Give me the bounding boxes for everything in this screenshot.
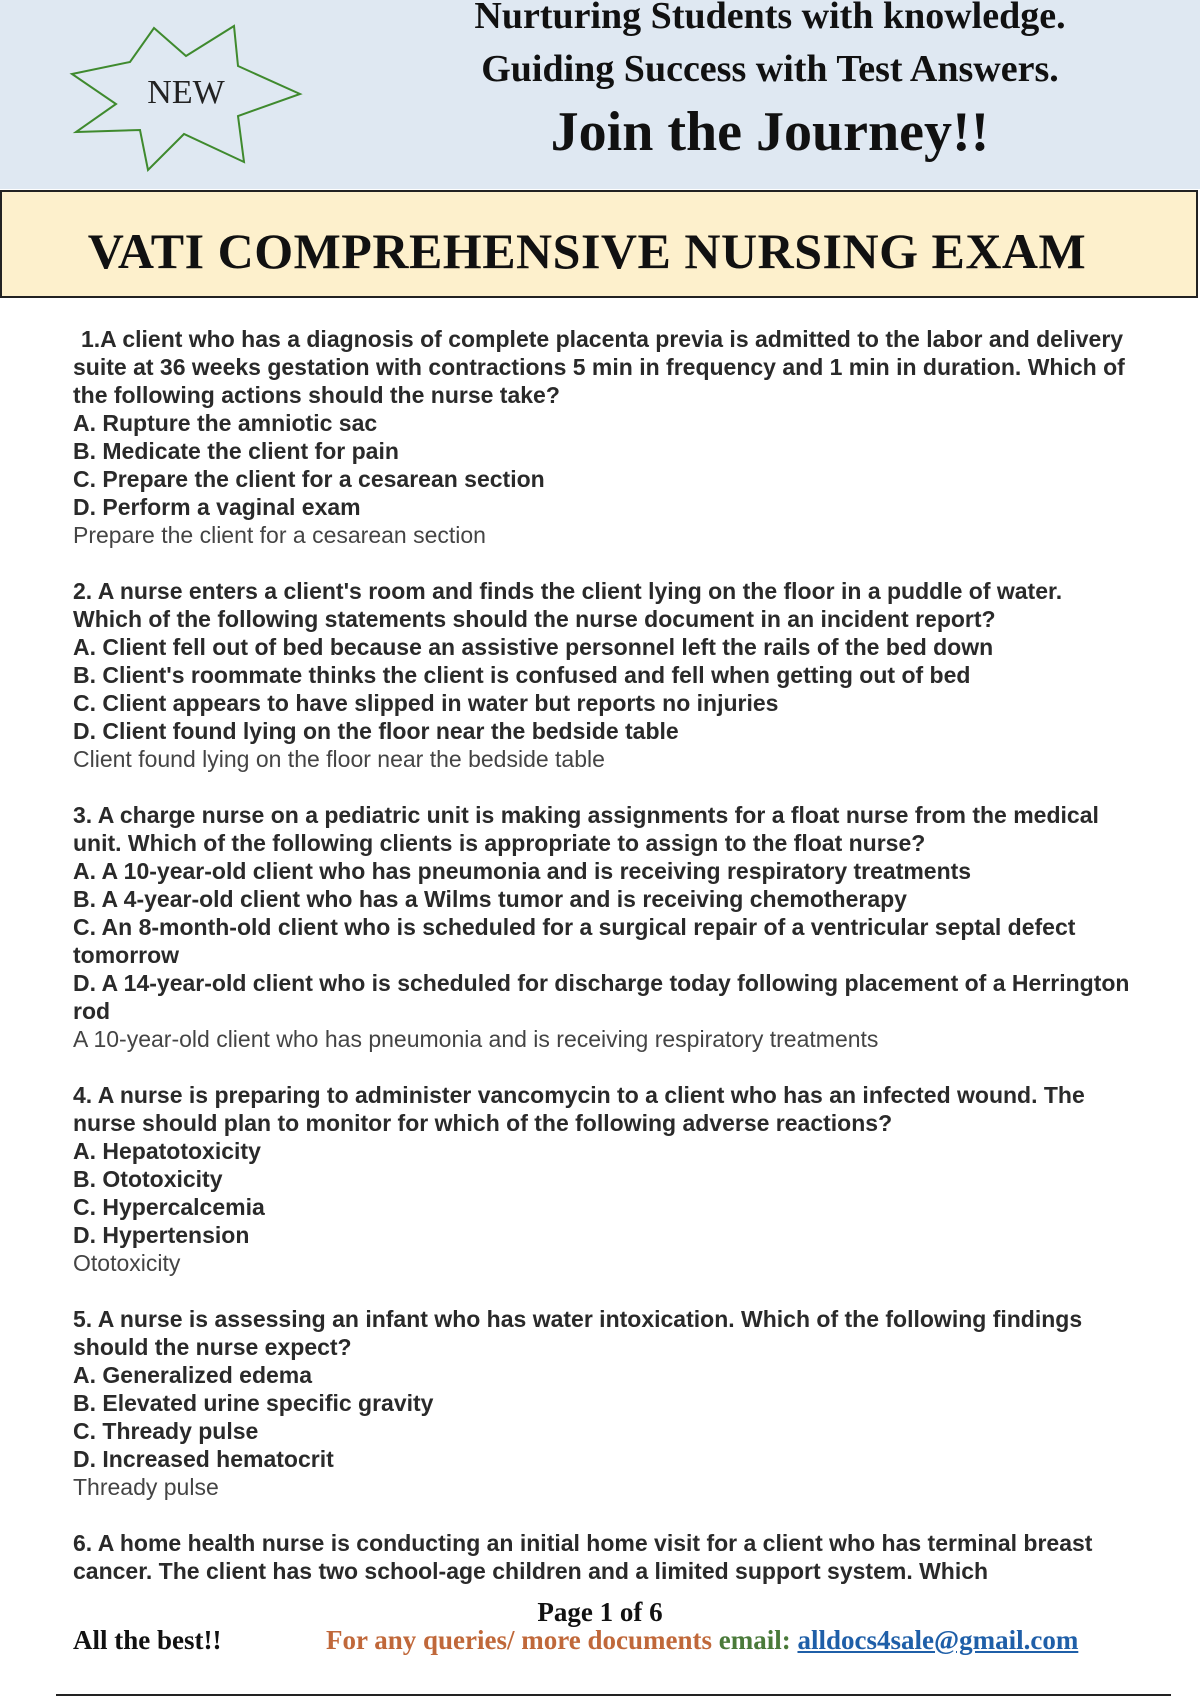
bottom-divider [56, 1694, 1171, 1696]
tagline-success: Guiding Success with Test Answers. [481, 48, 1059, 90]
question-6 [73, 1529, 1133, 1585]
option-d: D. Perform a vaginal exam [73, 494, 361, 520]
question-list [73, 325, 1133, 1613]
answer-text: Thready pulse [73, 1474, 219, 1500]
question-stem: 2. A nurse enters a client's room and finds the client lying on the floor in a puddle of water. Which of the following statements should the nurse document in an incident report? [73, 578, 1063, 632]
badge-label: NEW [147, 74, 225, 111]
option-b: B. Medicate the client for pain [73, 438, 399, 464]
question-1 [73, 325, 1133, 549]
option-c: C. Hypercalcemia [73, 1194, 265, 1220]
queries-text: For any queries/ more documents [326, 1625, 712, 1655]
question-stem: 4. A nurse is preparing to administer vancomycin to a client who has an infected wound. The nurse should plan to monitor for which of the following adverse reactions? [73, 1082, 1085, 1136]
option-a: A. Hepatotoxicity [73, 1138, 261, 1164]
option-c: C. Prepare the client for a cesarean section [73, 466, 545, 492]
answer-text: A 10-year-old client who has pneumonia and is receiving respiratory treatments [73, 1026, 879, 1052]
question-4 [73, 1081, 1133, 1277]
question-stem: 1.A client who has a diagnosis of complete placenta previa is admitted to the labor and delivery suite at 36 weeks gestation with contractions 5 min in frequency and 1 min in duration. Which of the following actions should the nurse take? [73, 326, 1125, 408]
option-b: B. A 4-year-old client who has a Wilms tumor and is receiving chemotherapy [73, 886, 907, 912]
option-d: D. Hypertension [73, 1222, 250, 1248]
sign-off: All the best!! [73, 1625, 222, 1655]
queries-note [326, 1625, 1078, 1656]
option-d: D. Client found lying on the floor near the bedside table [73, 718, 679, 744]
email-link[interactable]: alldocs4sale@gmail.com [797, 1625, 1079, 1655]
option-d: D. Increased hematocrit [73, 1446, 334, 1472]
page-number: Page 1 of 6 [537, 1597, 663, 1627]
option-a: A. Rupture the amniotic sac [73, 410, 378, 436]
question-5 [73, 1305, 1133, 1501]
exam-title-box [0, 190, 1198, 298]
answer-text: Ototoxicity [73, 1250, 181, 1276]
join-journey-heading: Join the Journey!! [550, 101, 990, 163]
option-a: A. Client fell out of bed because an assistive personnel left the rails of the bed down [73, 634, 994, 660]
option-c: C. An 8-month-old client who is scheduled for a surgical repair of a ventricular septal defect tomorrow [73, 914, 1076, 968]
exam-title: VATI COMPREHENSIVE NURSING EXAM [87, 223, 1087, 279]
email-label: email: [718, 1625, 791, 1655]
header-banner [0, 0, 1200, 189]
option-b: B. Client's roommate thinks the client is confused and fell when getting out of bed [73, 662, 971, 688]
tagline-knowledge: Nurturing Students with knowledge. [474, 0, 1066, 37]
question-stem: 6. A home health nurse is conducting an initial home visit for a client who has terminal breast cancer. The client has two school-age children and a limited support system. Which [73, 1530, 1093, 1584]
option-a: A. A 10-year-old client who has pneumonia and is receiving respiratory treatments [73, 858, 972, 884]
answer-text: Client found lying on the floor near the bedside table [73, 746, 605, 772]
option-c: C. Thready pulse [73, 1418, 259, 1444]
answer-text: Prepare the client for a cesarean section [73, 522, 486, 548]
option-a: A. Generalized edema [73, 1362, 313, 1388]
question-2 [73, 577, 1133, 773]
option-d: D. A 14-year-old client who is scheduled for discharge today following placement of a Herrington rod [73, 970, 1130, 1024]
option-b: B. Elevated urine specific gravity [73, 1390, 434, 1416]
question-stem: 3. A charge nurse on a pediatric unit is making assignments for a float nurse from the medical unit. Which of the following clients is appropriate to assign to the float nurse? [73, 802, 1099, 856]
question-stem: 5. A nurse is assessing an infant who has water intoxication. Which of the following findings should the nurse expect? [73, 1306, 1083, 1360]
option-b: B. Ototoxicity [73, 1166, 223, 1192]
option-c: C. Client appears to have slipped in water but reports no injuries [73, 690, 779, 716]
new-badge [68, 22, 304, 172]
question-3 [73, 801, 1133, 1053]
